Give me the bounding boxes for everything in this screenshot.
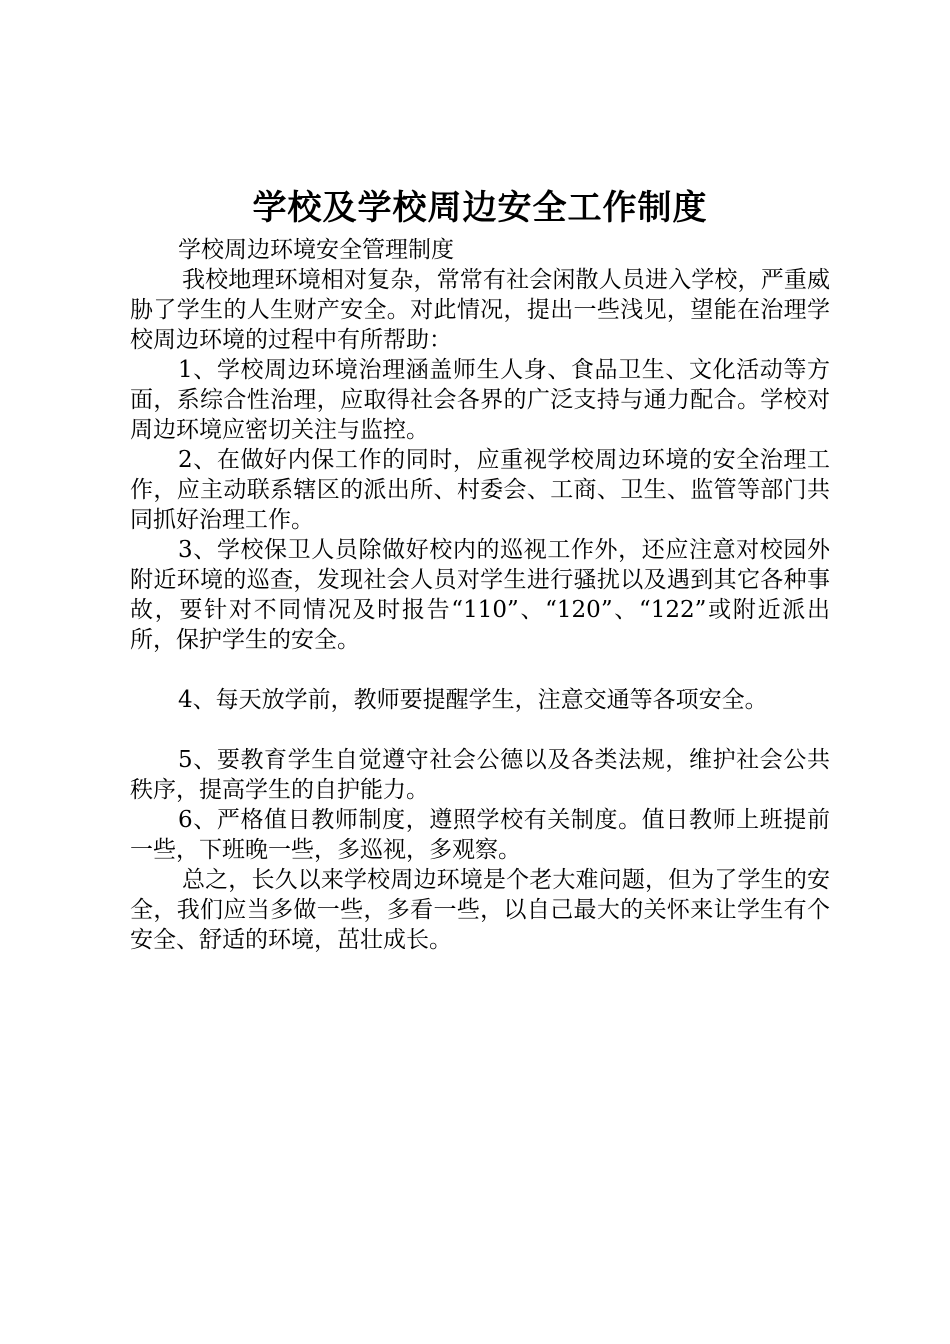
conclusion-paragraph: 总之，长久以来学校周边环境是个老大难问题，但为了学生的安全，我们应当多做一些，多看一些，以自己最大的关怀来让学生有个安全、舒适的环境，茁壮成长。 [130, 867, 830, 953]
rule-item-4: 4、每天放学前，教师要提醒学生，注意交通等各项安全。 [178, 687, 768, 713]
rule-item-6: 6、严格值日教师制度，遵照学校有关制度。值日教师上班提前一些，下班晚一些，多巡视，多观察。 [130, 807, 830, 863]
blank-line [130, 655, 830, 685]
rule-item-2: 2、在做好内保工作的同时，应重视学校周边环境的安全治理工作，应主动联系辖区的派出所、村委会、工商、卫生、监管等部门共同抓好治理工作。 [130, 447, 830, 533]
rule-item-3: 3、学校保卫人员除做好校内的巡视工作外，还应注意对校园外附近环境的巡查，发现社会人员对学生进行骚扰以及遇到其它各种事故，要针对不同情况及时报告“110”、“120”、“122”或附近派出所，保护学生的安全。 [130, 537, 830, 653]
rule-item-1: 1、学校周边环境治理涵盖师生人身、食品卫生、文化活动等方面，系综合性治理，应取得社会各界的广泛支持与通力配合。学校对周边环境应密切关注与监控。 [130, 357, 830, 443]
section-subtitle: 学校周边环境安全管理制度 [178, 237, 454, 263]
intro-paragraph: 我校地理环境相对复杂，常常有社会闲散人员进入学校，严重威胁了学生的人生财产安全。对此情况，提出一些浅见，望能在治理学校周边环境的过程中有所帮助： [130, 267, 830, 353]
rule-item-5: 5、要教育学生自觉遵守社会公德以及各类法规，维护社会公共秩序，提高学生的自护能力。 [130, 747, 830, 803]
blank-line [130, 715, 830, 745]
document-title: 学校及学校周边安全工作制度 [252, 188, 708, 228]
document-page [130, 183, 830, 955]
